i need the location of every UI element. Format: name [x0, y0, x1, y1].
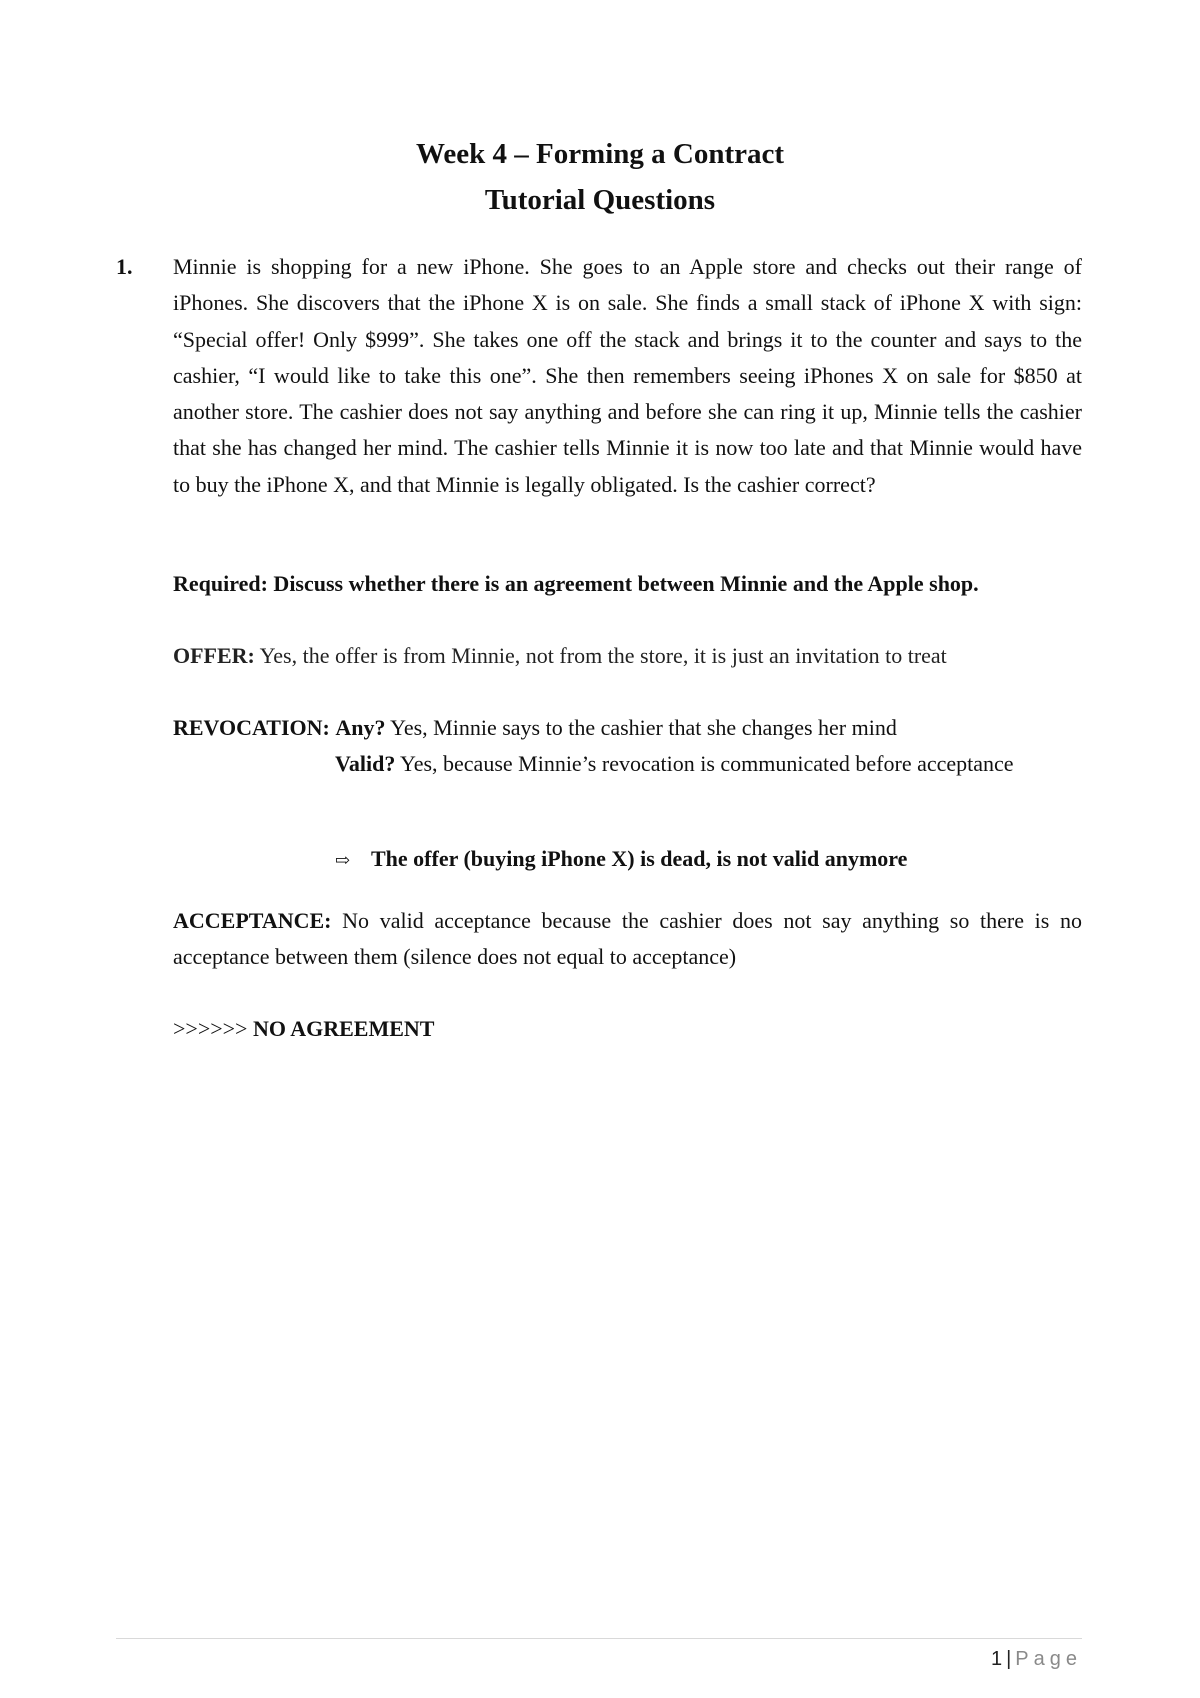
arrow-right-icon: ⇨	[335, 850, 351, 870]
offer-section	[173, 638, 1082, 674]
required-statement: Required: Discuss whether there is an agreement between Minnie and the Apple shop.	[173, 571, 979, 596]
revocation-section	[173, 710, 1082, 746]
footer-separator: |	[1006, 1648, 1012, 1670]
revocation-conclusion	[335, 841, 1082, 878]
footer-divider	[116, 1638, 1082, 1639]
offer-text: Yes, the offer is from Minnie, not from the store, it is just an invitation to treat	[259, 643, 947, 668]
page-subtitle: Tutorial Questions	[484, 184, 716, 216]
agreement-result	[173, 1011, 1082, 1047]
page-number: 1	[990, 1648, 1003, 1670]
question-text: Minnie is shopping for a new iPhone. She goes to an Apple store and checks out their range of iPhones. She discovers that the iPhone X is on sale. She finds a small stack of iPhone X with sign: “Special offer! Only $999”. She takes one off the stack and brings it to the counter and says to the cashier, “I would like to take this one”. She then remembers seeing iPhones X on sale for $850 at another store. The cashier does not say anything and before she can ring it up, Minnie tells the cashier that she has changed her mind. The cashier tells Minnie it is now too late and that Minnie would have to buy the iPhone X, and that Minnie is legally obligated. Is the cashier correct?	[173, 254, 1082, 497]
page-title: Week 4 – Forming a Contract	[415, 138, 785, 170]
revocation-conclusion-text: The offer (buying iPhone X) is dead, is not valid anymore	[371, 846, 908, 871]
acceptance-label: ACCEPTANCE:	[173, 908, 332, 933]
acceptance-section	[173, 903, 1082, 976]
acceptance-text: No valid acceptance because the cashier does not say anything so there is no acceptance between them (silence does not equal to acceptance)	[173, 908, 1083, 970]
revocation-any-label: Any?	[335, 715, 386, 740]
page-label: Page	[1015, 1648, 1082, 1670]
revocation-label: REVOCATION:	[173, 715, 330, 740]
offer-label: OFFER:	[173, 643, 255, 668]
result-prefix: >>>>>>	[173, 1016, 248, 1041]
revocation-any-text: Yes, Minnie says to the cashier that she changes her mind	[390, 715, 897, 740]
revocation-valid-text: Yes, because Minnie’s revocation is communicated before acceptance	[400, 751, 1014, 776]
result-text: NO AGREEMENT	[252, 1016, 435, 1041]
revocation-valid	[335, 746, 1082, 782]
page-footer	[991, 1646, 1082, 1672]
question-number: 1.	[116, 254, 133, 279]
revocation-valid-label: Valid?	[335, 751, 396, 776]
